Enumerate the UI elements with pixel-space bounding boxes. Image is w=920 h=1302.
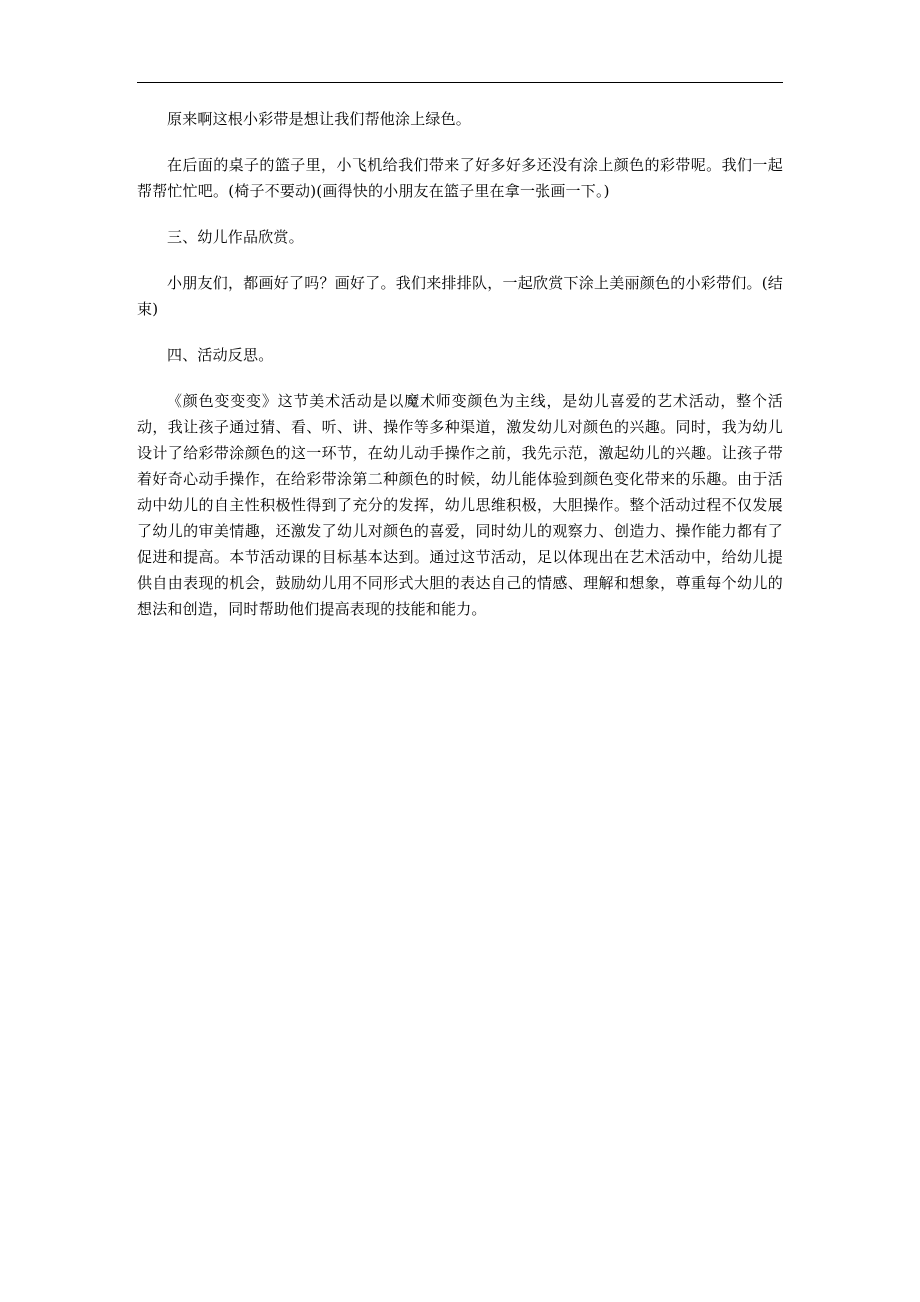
paragraph-basket: 在后面的桌子的篮子里，小飞机给我们带来了好多好多还没有涂上颜色的彩带呢。我们一起帮帮忙忙吧。(椅子不要动)(画得快的小朋友在篮子里在拿一张画一下。) — [137, 156, 783, 200]
document-body — [137, 106, 783, 642]
paragraph-appreciation: 小朋友们，都画好了吗？画好了。我们来排排队，一起欣赏下涂上美丽颜色的小彩带们。(结束) — [137, 274, 783, 318]
paragraph-intro: 原来啊这根小彩带是想让我们帮他涂上绿色。 — [167, 110, 472, 128]
header-rule — [137, 82, 783, 83]
section-heading-reflection: 四、活动反思。 — [167, 346, 274, 364]
paragraph-reflection: 《颜色变变变》这节美术活动是以魔术师变颜色为主线，是幼儿喜爱的艺术活动，整个活动，我让孩子通过猜、看、听、讲、操作等多种渠道，激发幼儿对颜色的兴趣。同时，我为幼儿设计了给彩带涂颜色的这一环节，在幼儿动手操作之前，我先示范，激起幼儿的兴趣。让孩子带着好奇心动手操作，在给彩带涂第二种颜色的时候，幼儿能体验到颜色变化带来的乐趣。由于活动中幼儿的自主性积极性得到了充分的发挥，幼儿思维积极，大胆操作。整个活动过程不仅发展了幼儿的审美情趣，还激发了幼儿对颜色的喜爱，同时幼儿的观察力、创造力、操作能力都有了促进和提高。本节活动课的目标基本达到。通过这节活动，足以体现出在艺术活动中，给幼儿提供自由表现的机会，鼓励幼儿用不同形式大胆的表达自己的情感、理解和想象，尊重每个幼儿的想法和创造，同时帮助他们提高表现的技能和能力。 — [137, 392, 783, 618]
section-heading-appreciation: 三、幼儿作品欣赏。 — [167, 228, 304, 246]
